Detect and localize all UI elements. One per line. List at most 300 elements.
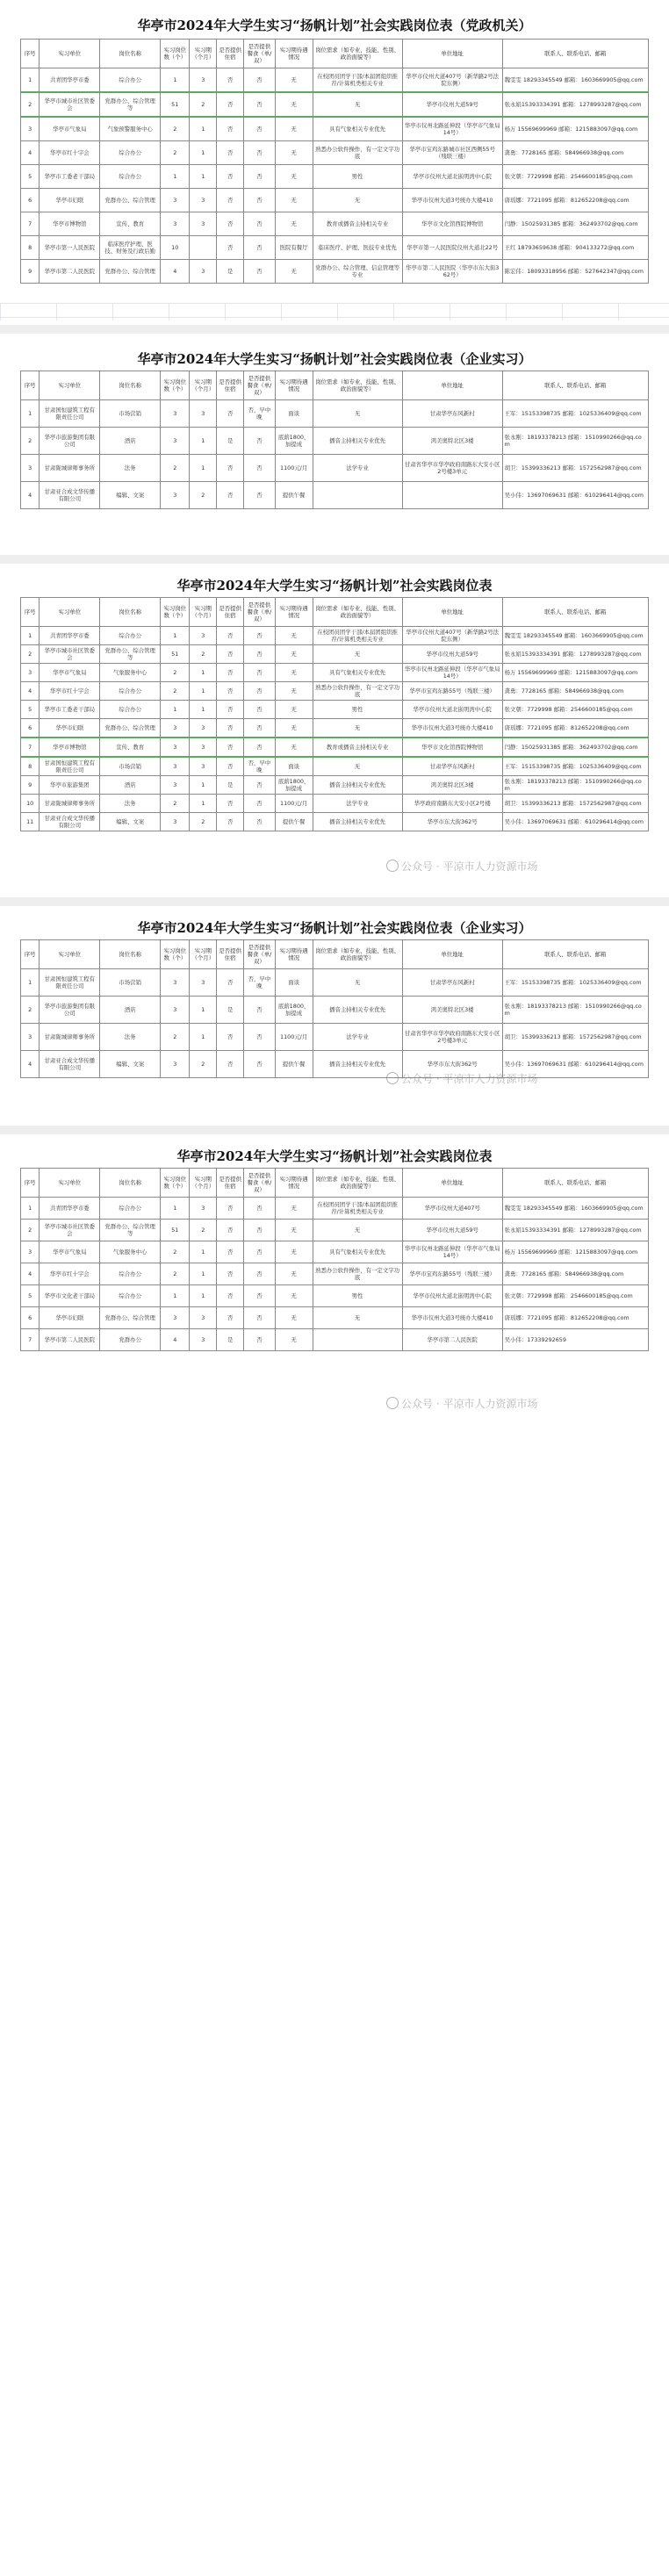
table-cell: 华亭市气象局 — [40, 664, 100, 682]
table-row — [21, 455, 649, 482]
table-cell: 3 — [190, 719, 217, 738]
table-cell: 熟悉办公软件操作，有一定文字功底 — [313, 1263, 402, 1285]
column-header: 联系人、联系电话、邮箱 — [502, 40, 648, 68]
table-cell: 否 — [244, 260, 276, 284]
table-cell: 否 — [217, 212, 244, 236]
table-cell: 是 — [217, 260, 244, 284]
table-cell: 法务 — [100, 1024, 161, 1051]
table-cell: 鸿美奥特北区3楼 — [402, 428, 502, 455]
table-cell: 1 — [190, 1024, 217, 1051]
table-cell: 男性 — [313, 165, 402, 189]
column-header: 联系人、联系电话、邮箱 — [502, 940, 648, 969]
table-cell: 否 — [244, 645, 276, 664]
table-cell: 华亭市仪州大道北嵌明湾中心院 — [402, 1285, 502, 1307]
table-cell: 3 — [190, 260, 217, 284]
table-cell: 否 — [244, 813, 276, 831]
table-cell: 2 — [21, 997, 40, 1024]
table-cell: 3 — [161, 776, 190, 795]
table-cell: 在校团员团学干部/本届团组织推荐/计算机类相关专业 — [313, 68, 402, 93]
table-cell: 无 — [275, 1241, 313, 1263]
table-row — [21, 645, 649, 664]
table-cell: 华亭市仪州大道北嵌明湾中心院 — [402, 701, 502, 719]
table-cell: 3 — [161, 189, 190, 212]
table-row — [21, 1285, 649, 1307]
table-cell: 4 — [21, 141, 40, 165]
table-cell: 2 — [190, 92, 217, 117]
table-cell: 鸿美奥特北区3楼 — [402, 997, 502, 1024]
column-header: 岗位需求（如专业、技能、性别、政治面貌等） — [313, 940, 402, 969]
watermark — [386, 859, 537, 874]
table-cell: 3 — [161, 1051, 190, 1078]
table-cell: 2 — [21, 645, 40, 664]
sheet-title: 华亭市2024年大学生实习“扬帆计划”社会实践岗位表 — [176, 1148, 493, 1164]
table-cell: 否 — [217, 165, 244, 189]
table-cell: 无 — [275, 141, 313, 165]
table-row — [21, 428, 649, 455]
table-cell: 2 — [161, 455, 190, 482]
table-cell: 酒店 — [100, 776, 161, 795]
table-cell: 否 — [244, 664, 276, 682]
table-cell: 无 — [275, 1285, 313, 1307]
table-row — [21, 165, 649, 189]
table-cell: 2 — [21, 1220, 40, 1241]
table-cell: 无 — [313, 189, 402, 212]
table-cell: 提供午餐 — [275, 482, 313, 509]
table-cell: 底薪1800，加提成 — [275, 428, 313, 455]
column-header: 是否提供住宿 — [217, 598, 244, 627]
table-cell: 华亭市气象局 — [40, 117, 100, 141]
table-cell: 否 — [244, 236, 276, 260]
table-cell: 华亭市旅游集团有限公司 — [40, 997, 100, 1024]
table-cell: 面谈 — [275, 969, 313, 997]
table-row — [21, 701, 649, 719]
table-cell: 男性 — [313, 701, 402, 719]
column-header: 实习岗位数（个） — [161, 1169, 190, 1198]
table-cell: 1 — [190, 664, 217, 682]
table-row — [21, 813, 649, 831]
column-header: 岗位需求（如专业、技能、性别、政治面貌等） — [313, 371, 402, 400]
table-cell: 华亭市妇联 — [40, 719, 100, 738]
column-header: 实习单位 — [40, 40, 100, 68]
table-cell: 华亭市城市社区管委会 — [40, 1220, 100, 1241]
table-cell: 否 — [217, 682, 244, 701]
column-header: 岗位名称 — [100, 1169, 161, 1198]
table-cell: 无 — [275, 645, 313, 664]
table-cell: 播音主持相关专业优先 — [313, 776, 402, 795]
table-cell: 否 — [217, 1285, 244, 1307]
column-header: 单位地址 — [402, 598, 502, 627]
column-header: 序号 — [21, 40, 40, 68]
table-cell: 具有气象相关专业优先 — [313, 664, 402, 682]
column-header: 单位地址 — [402, 940, 502, 969]
column-header: 实习单位 — [40, 598, 100, 627]
table-cell: 1 — [190, 795, 217, 813]
table-cell: 否 — [244, 68, 276, 93]
table-cell: 甘肃陇城律师事务所 — [40, 455, 100, 482]
table-cell: 4 — [21, 482, 40, 509]
table-cell: 3 — [190, 68, 217, 93]
positions-table — [20, 371, 649, 509]
table-cell: 3 — [190, 400, 217, 428]
column-header: 是否提供住宿 — [217, 1169, 244, 1198]
table-cell: 3 — [161, 969, 190, 997]
table-cell: 3 — [21, 455, 40, 482]
table-cell: 否 — [217, 738, 244, 757]
table-header-row — [21, 1169, 649, 1198]
table-cell: 甘肃华亭东风新村 — [402, 757, 502, 776]
table-cell: 鸿美奥特北区3楼 — [402, 776, 502, 795]
table-cell: 1 — [190, 776, 217, 795]
table-cell: 教育或播音主持相关专业 — [313, 212, 402, 236]
table-cell: 宣传、教育 — [100, 738, 161, 757]
contact-cell: 张永刚：18193378213 邮箱：1510990266@qq.com — [502, 428, 648, 455]
table-cell: 播音主持相关专业优先 — [313, 428, 402, 455]
table-cell: 否 — [244, 1051, 276, 1078]
sheet-title: 华亭市2024年大学生实习“扬帆计划”社会实践岗位表（党政机关） — [137, 18, 532, 33]
table-cell: 华亭市宝鸡东路55号（残联三楼） — [402, 1263, 502, 1285]
table-cell: 无 — [275, 1329, 313, 1351]
sheet-title: 华亭市2024年大学生实习“扬帆计划”社会实践岗位表（企业实习） — [137, 351, 532, 367]
table-cell: 3 — [21, 117, 40, 141]
column-header: 实习期待遇情况 — [275, 940, 313, 969]
table-cell: 无 — [275, 92, 313, 117]
column-header: 实习期（个月） — [190, 1169, 217, 1198]
table-cell: 甘肃亚合成文华传播有限公司 — [40, 813, 100, 831]
column-header: 是否提供住宿 — [217, 371, 244, 400]
column-header: 是否提供住宿 — [217, 40, 244, 68]
table-cell: 华亭市仪州大道407号 — [402, 1198, 502, 1220]
table-cell: 无 — [275, 189, 313, 212]
table-cell: 市场营销 — [100, 400, 161, 428]
table-cell: 华亭市仪州大道59号 — [402, 645, 502, 664]
table-cell: 党群办公、综合管理 — [100, 1307, 161, 1329]
watermark-text: 公众号 · 平凉市人力资源市场 — [401, 1398, 538, 1410]
table-cell: 否 — [244, 165, 276, 189]
table-cell: 否 — [244, 776, 276, 795]
table-cell: 共青团华亭市委 — [40, 627, 100, 645]
section-separator — [0, 897, 669, 906]
contact-cell: 吴小伟：13697069631 邮箱：610296414@qq.com — [502, 482, 648, 509]
column-header: 是否提供住宿 — [217, 940, 244, 969]
column-header: 实习期（个月） — [190, 940, 217, 969]
table-cell: 法务 — [100, 795, 161, 813]
table-row — [21, 757, 649, 776]
table-cell: 4 — [161, 1329, 190, 1351]
column-header: 实习岗位数（个） — [161, 371, 190, 400]
table-cell: 否 — [244, 141, 276, 165]
table-cell: 3 — [21, 1241, 40, 1263]
table-cell: 是 — [217, 997, 244, 1024]
table-cell: 宣传、教育 — [100, 212, 161, 236]
section-separator — [0, 325, 669, 334]
table-cell: 酒店 — [100, 428, 161, 455]
column-header: 岗位名称 — [100, 371, 161, 400]
column-header: 是否提供餐食（单/双） — [244, 598, 276, 627]
table-cell: 3 — [161, 813, 190, 831]
table-cell: 3 — [161, 719, 190, 738]
table-cell: 否 — [217, 969, 244, 997]
table-cell: 无 — [275, 260, 313, 284]
table-cell: 6 — [21, 189, 40, 212]
table-cell: 是 — [217, 428, 244, 455]
table-cell: 否 — [217, 68, 244, 93]
table-cell: 2 — [161, 1241, 190, 1263]
table-cell: 2 — [161, 664, 190, 682]
contact-cell: 张文朝：7729998 邮箱：2546600185@qq.com — [502, 165, 648, 189]
contact-cell: 龚勇：7728165 邮箱：584966938@qq.com — [502, 141, 648, 165]
table-cell: 否 — [217, 1241, 244, 1263]
table-cell: 无 — [313, 400, 402, 428]
table-cell: 否 — [244, 1285, 276, 1307]
table-cell: 甘肃亚合成文华传播有限公司 — [40, 1051, 100, 1078]
table-cell: 7 — [21, 738, 40, 757]
table-row — [21, 400, 649, 428]
table-cell: 否 — [217, 1263, 244, 1285]
table-cell: 是 — [217, 776, 244, 795]
table-row — [21, 117, 649, 141]
table-cell: 2 — [190, 482, 217, 509]
table-cell: 2 — [21, 428, 40, 455]
column-header: 实习期（个月） — [190, 598, 217, 627]
table-cell: 3 — [161, 212, 190, 236]
column-header: 岗位需求（如专业、技能、性别、政治面貌等） — [313, 1169, 402, 1198]
table-cell: 9 — [21, 260, 40, 284]
table-cell: 在校团员团学干部/本届团组织推荐/计算机类相关专业 — [313, 627, 402, 645]
table-cell: 播音主持相关专业优先 — [313, 813, 402, 831]
table-row — [21, 1241, 649, 1263]
wechat-icon — [386, 1072, 399, 1084]
table-row — [21, 1051, 649, 1078]
contact-cell: 胡卫：15399336213 邮箱：1572562987@qq.com — [502, 455, 648, 482]
table-cell: 华亭市第一人民医院 — [40, 236, 100, 260]
table-cell: 播音主持相关专业优先 — [313, 1051, 402, 1078]
table-cell: 否 — [244, 428, 276, 455]
column-header: 实习单位 — [40, 940, 100, 969]
table-cell: 甘肃国恒建筑工程有限责任公司 — [40, 400, 100, 428]
table-cell: 华亭市仪州大道407号（新华路2号法院东侧） — [402, 68, 502, 93]
table-cell: 医院有餐厅 — [275, 236, 313, 260]
table-header-row — [21, 598, 649, 627]
sheet-combined-repeat — [0, 1141, 669, 1431]
table-row — [21, 1307, 649, 1329]
table-cell — [190, 236, 217, 260]
table-cell: 否 — [217, 189, 244, 212]
table-header-row — [21, 940, 649, 969]
table-cell: 否 — [244, 1198, 276, 1220]
table-cell: 1 — [161, 165, 190, 189]
column-header: 实习期（个月） — [190, 371, 217, 400]
table-cell: 1 — [21, 1198, 40, 1220]
table-cell — [313, 1329, 402, 1351]
table-cell: 5 — [21, 701, 40, 719]
contact-cell: 魏雯雯 18293345549 邮箱：1603669905@qq.com — [502, 68, 648, 93]
table-cell: 华亭市博物馆 — [40, 738, 100, 757]
table-cell: 甘肃国恒建筑工程有限责任公司 — [40, 757, 100, 776]
table-cell: 综合办公 — [100, 141, 161, 165]
table-cell: 华亭市第二人民医院 — [40, 1329, 100, 1351]
table-cell: 否 — [244, 719, 276, 738]
table-cell: 1 — [190, 455, 217, 482]
table-cell: 综合办公 — [100, 165, 161, 189]
table-cell: 甘肃华亭东风新村 — [402, 400, 502, 428]
table-cell: 3 — [190, 189, 217, 212]
column-header: 是否提供餐食（单/双） — [244, 371, 276, 400]
table-cell: 否 — [244, 682, 276, 701]
table-cell: 否 — [244, 795, 276, 813]
table-cell: 党群办公、综合管理 — [100, 719, 161, 738]
table-cell: 3 — [190, 212, 217, 236]
table-cell: 1 — [161, 1198, 190, 1220]
column-header: 实习期待遇情况 — [275, 40, 313, 68]
table-cell: 共青团华亭市委 — [40, 1198, 100, 1220]
table-cell: 综合办公 — [100, 701, 161, 719]
table-cell: 熟悉办公软件操作，有一定文字功底 — [313, 682, 402, 701]
table-cell: 否 — [244, 482, 276, 509]
table-cell: 华亭市仪州北路延伸段（华亭市气象局14号） — [402, 1241, 502, 1263]
table-cell: 2 — [190, 1051, 217, 1078]
table-cell: 党群办公、综合管理等 — [100, 92, 161, 117]
table-cell: 华亭市第二人民医院 — [402, 1329, 502, 1351]
column-header: 岗位名称 — [100, 598, 161, 627]
table-cell: 否 — [244, 1263, 276, 1285]
table-cell: 华亭市第二人民医院（华亭市东大街362号） — [402, 260, 502, 284]
column-header: 单位地址 — [402, 40, 502, 68]
column-header: 实习岗位数（个） — [161, 940, 190, 969]
table-cell: 3 — [161, 997, 190, 1024]
table-cell: 甘肃国恒建筑工程有限责任公司 — [40, 969, 100, 997]
table-cell: 否 — [217, 455, 244, 482]
contact-cell: 陈宏伟：18093318956 邮箱：527642347@qq.com — [502, 260, 648, 284]
contact-cell: 吴小伟：13697069631 邮箱：610296414@qq.com — [502, 813, 648, 831]
table-cell: 无 — [275, 1198, 313, 1220]
table-cell: 7 — [21, 212, 40, 236]
contact-cell: 吴小伟：13697069631 邮箱：610296414@qq.com — [502, 1051, 648, 1078]
table-cell — [313, 482, 402, 509]
table-cell: 1 — [190, 117, 217, 141]
table-row — [21, 719, 649, 738]
column-header: 序号 — [21, 1169, 40, 1198]
table-cell: 1 — [21, 969, 40, 997]
table-cell: 市场营销 — [100, 969, 161, 997]
contact-cell: 魏雯雯 18293345549 邮箱：1603669905@qq.com — [502, 1198, 648, 1220]
table-cell — [402, 482, 502, 509]
table-row — [21, 1220, 649, 1241]
table-cell: 否 — [217, 1051, 244, 1078]
table-cell: 否 — [244, 701, 276, 719]
table-cell: 否 — [244, 92, 276, 117]
table-cell: 否 — [244, 455, 276, 482]
table-row — [21, 1024, 649, 1051]
table-cell: 华亭市仪州北路延伸段（华亭市气象局14号） — [402, 117, 502, 141]
table-row — [21, 776, 649, 795]
column-header: 序号 — [21, 940, 40, 969]
table-header-row — [21, 40, 649, 68]
table-cell: 华亭市城市社区管委会 — [40, 92, 100, 117]
table-cell: 2 — [190, 1220, 217, 1241]
table-cell: 综合办公 — [100, 627, 161, 645]
table-cell: 否 — [217, 400, 244, 428]
table-cell: 否 — [244, 997, 276, 1024]
table-cell: 1 — [161, 1285, 190, 1307]
table-cell: 无 — [275, 68, 313, 93]
contact-cell: 王军：15153398735 邮箱：1025336409@qq.com — [502, 757, 648, 776]
table-cell: 华亭市仪州大道3号统办大楼410 — [402, 1307, 502, 1329]
table-cell: 7 — [21, 1329, 40, 1351]
contact-cell: 张永刚：18193378213 邮箱：1510990266@qq.com — [502, 997, 648, 1024]
table-cell: 10 — [21, 795, 40, 813]
table-cell: 3 — [190, 627, 217, 645]
table-cell: 否 — [217, 141, 244, 165]
table-cell: 无 — [275, 117, 313, 141]
table-cell: 否 — [244, 1024, 276, 1051]
table-cell: 综合办公 — [100, 1263, 161, 1285]
table-cell: 党群办公、综合管理 — [100, 260, 161, 284]
table-cell: 否 — [244, 189, 276, 212]
table-row — [21, 738, 649, 757]
table-cell: 1 — [21, 400, 40, 428]
table-cell: 无 — [275, 719, 313, 738]
column-header: 岗位需求（如专业、技能、性别、政治面貌等） — [313, 598, 402, 627]
contact-cell: 杨万 15569699969 邮箱：1215883097@qq.com — [502, 1241, 648, 1263]
table-cell: 临床医疗、护理、医技专业优先 — [313, 236, 402, 260]
table-cell: 3 — [161, 738, 190, 757]
table-cell: 党群办公 — [100, 1329, 161, 1351]
table-cell: 1 — [190, 682, 217, 701]
table-cell: 1 — [190, 165, 217, 189]
table-cell: 1 — [190, 1285, 217, 1307]
column-header: 实习期待遇情况 — [275, 598, 313, 627]
table-cell: 熟悉办公软件操作，有一定文字功底 — [313, 141, 402, 165]
table-cell: 甘肃陇城律师事务所 — [40, 1024, 100, 1051]
table-row — [21, 482, 649, 509]
table-cell: 无 — [313, 757, 402, 776]
table-cell: 法学专业 — [313, 455, 402, 482]
table-cell: 1100元/月 — [275, 795, 313, 813]
table-cell: 华亭市东大街362号 — [402, 813, 502, 831]
column-header: 岗位需求（如专业、技能、性别、政治面貌等） — [313, 40, 402, 68]
table-cell: 8 — [21, 757, 40, 776]
table-cell: 4 — [21, 682, 40, 701]
table-cell: 3 — [161, 428, 190, 455]
table-cell: 2 — [161, 682, 190, 701]
table-row — [21, 189, 649, 212]
table-cell: 华亭市工委老干部局 — [40, 701, 100, 719]
table-cell: 酒店 — [100, 997, 161, 1024]
table-cell: 综合办公 — [100, 682, 161, 701]
table-cell: 无 — [275, 212, 313, 236]
table-cell: 无 — [275, 664, 313, 682]
table-cell: 3 — [190, 969, 217, 997]
table-cell: 否，早中晚 — [244, 757, 276, 776]
table-cell: 否 — [217, 1024, 244, 1051]
table-cell: 3 — [161, 400, 190, 428]
table-cell: 1100元/月 — [275, 455, 313, 482]
table-cell: 否 — [217, 92, 244, 117]
column-header: 实习期待遇情况 — [275, 1169, 313, 1198]
table-cell: 华亭市工委老干部局 — [40, 165, 100, 189]
table-cell: 具有气象相关专业优先 — [313, 1241, 402, 1263]
column-header: 单位地址 — [402, 1169, 502, 1198]
column-header: 实习单位 — [40, 1169, 100, 1198]
table-cell: 否 — [217, 645, 244, 664]
table-cell: 1 — [161, 701, 190, 719]
table-cell: 华亭市第一人民医院仪州大道北22号 — [402, 236, 502, 260]
table-cell: 底薪1800，加提成 — [275, 997, 313, 1024]
table-cell: 否 — [217, 1307, 244, 1329]
table-cell: 华亭市文化老干部局 — [40, 1285, 100, 1307]
table-cell: 否 — [217, 1198, 244, 1220]
table-cell: 无 — [313, 969, 402, 997]
